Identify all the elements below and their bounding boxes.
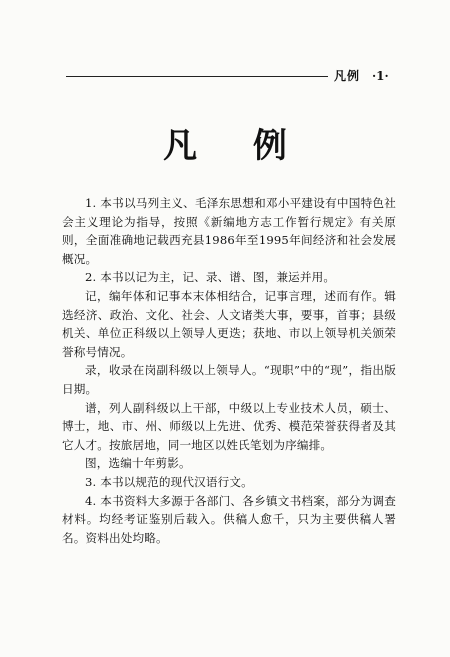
paragraph-lu: 录，收录在岗副科级以上领导人。“现职”中的“现”，指出版日期。 [62,363,396,396]
paragraph-tu: 图，选编十年剪影。 [85,456,191,471]
paragraph-ji: 记，编年体和记事本末体相结合，记事言理，述而有作。辑选经济、政治、文化、社会、人文诸类大事，要事，首事；县级机关、单位正科级以上领导人更迭；获地、市以上领导机关颁荣誉称号情况。 [62,288,396,359]
paragraph-item-4: 4. 本书资料大多源于各部门、各乡镇文书档案，部分为调查材料。均经考证鉴别后载入。供稿人愈千，只为主要供稿人署名。资料出处均略。 [62,493,396,545]
page-number: ·1· [372,69,389,83]
page-title: 凡 例 [163,126,309,166]
running-head-title: 凡例 [334,69,361,83]
paragraph-item-3: 3. 本书以规范的现代汉语行文。 [85,474,253,489]
running-head [66,68,396,84]
paragraph-pu: 谱，列人副科级以上干部，中级以上专业技术人员，硕士、博士，地、市、州、师级以上先进、优秀、模范荣誉获得者及其它人才。按旅居地，同一地区以姓氏笔划为序编排。 [62,400,396,452]
paragraph-item-1: 1. 本书以马列主义、毛泽东思想和邓小平建设有中国特色社会主义理论为指导，按照《新编地方志工作暂行规定》有关原则，全面准确地记载西充县1986年至1995年间经济和社会发展概况。 [62,196,396,266]
paragraph-item-2: 2. 本书以记为主，记、录、谱、图，兼运并用。 [85,270,336,285]
header-rule [66,76,328,77]
body-text [62,194,396,547]
